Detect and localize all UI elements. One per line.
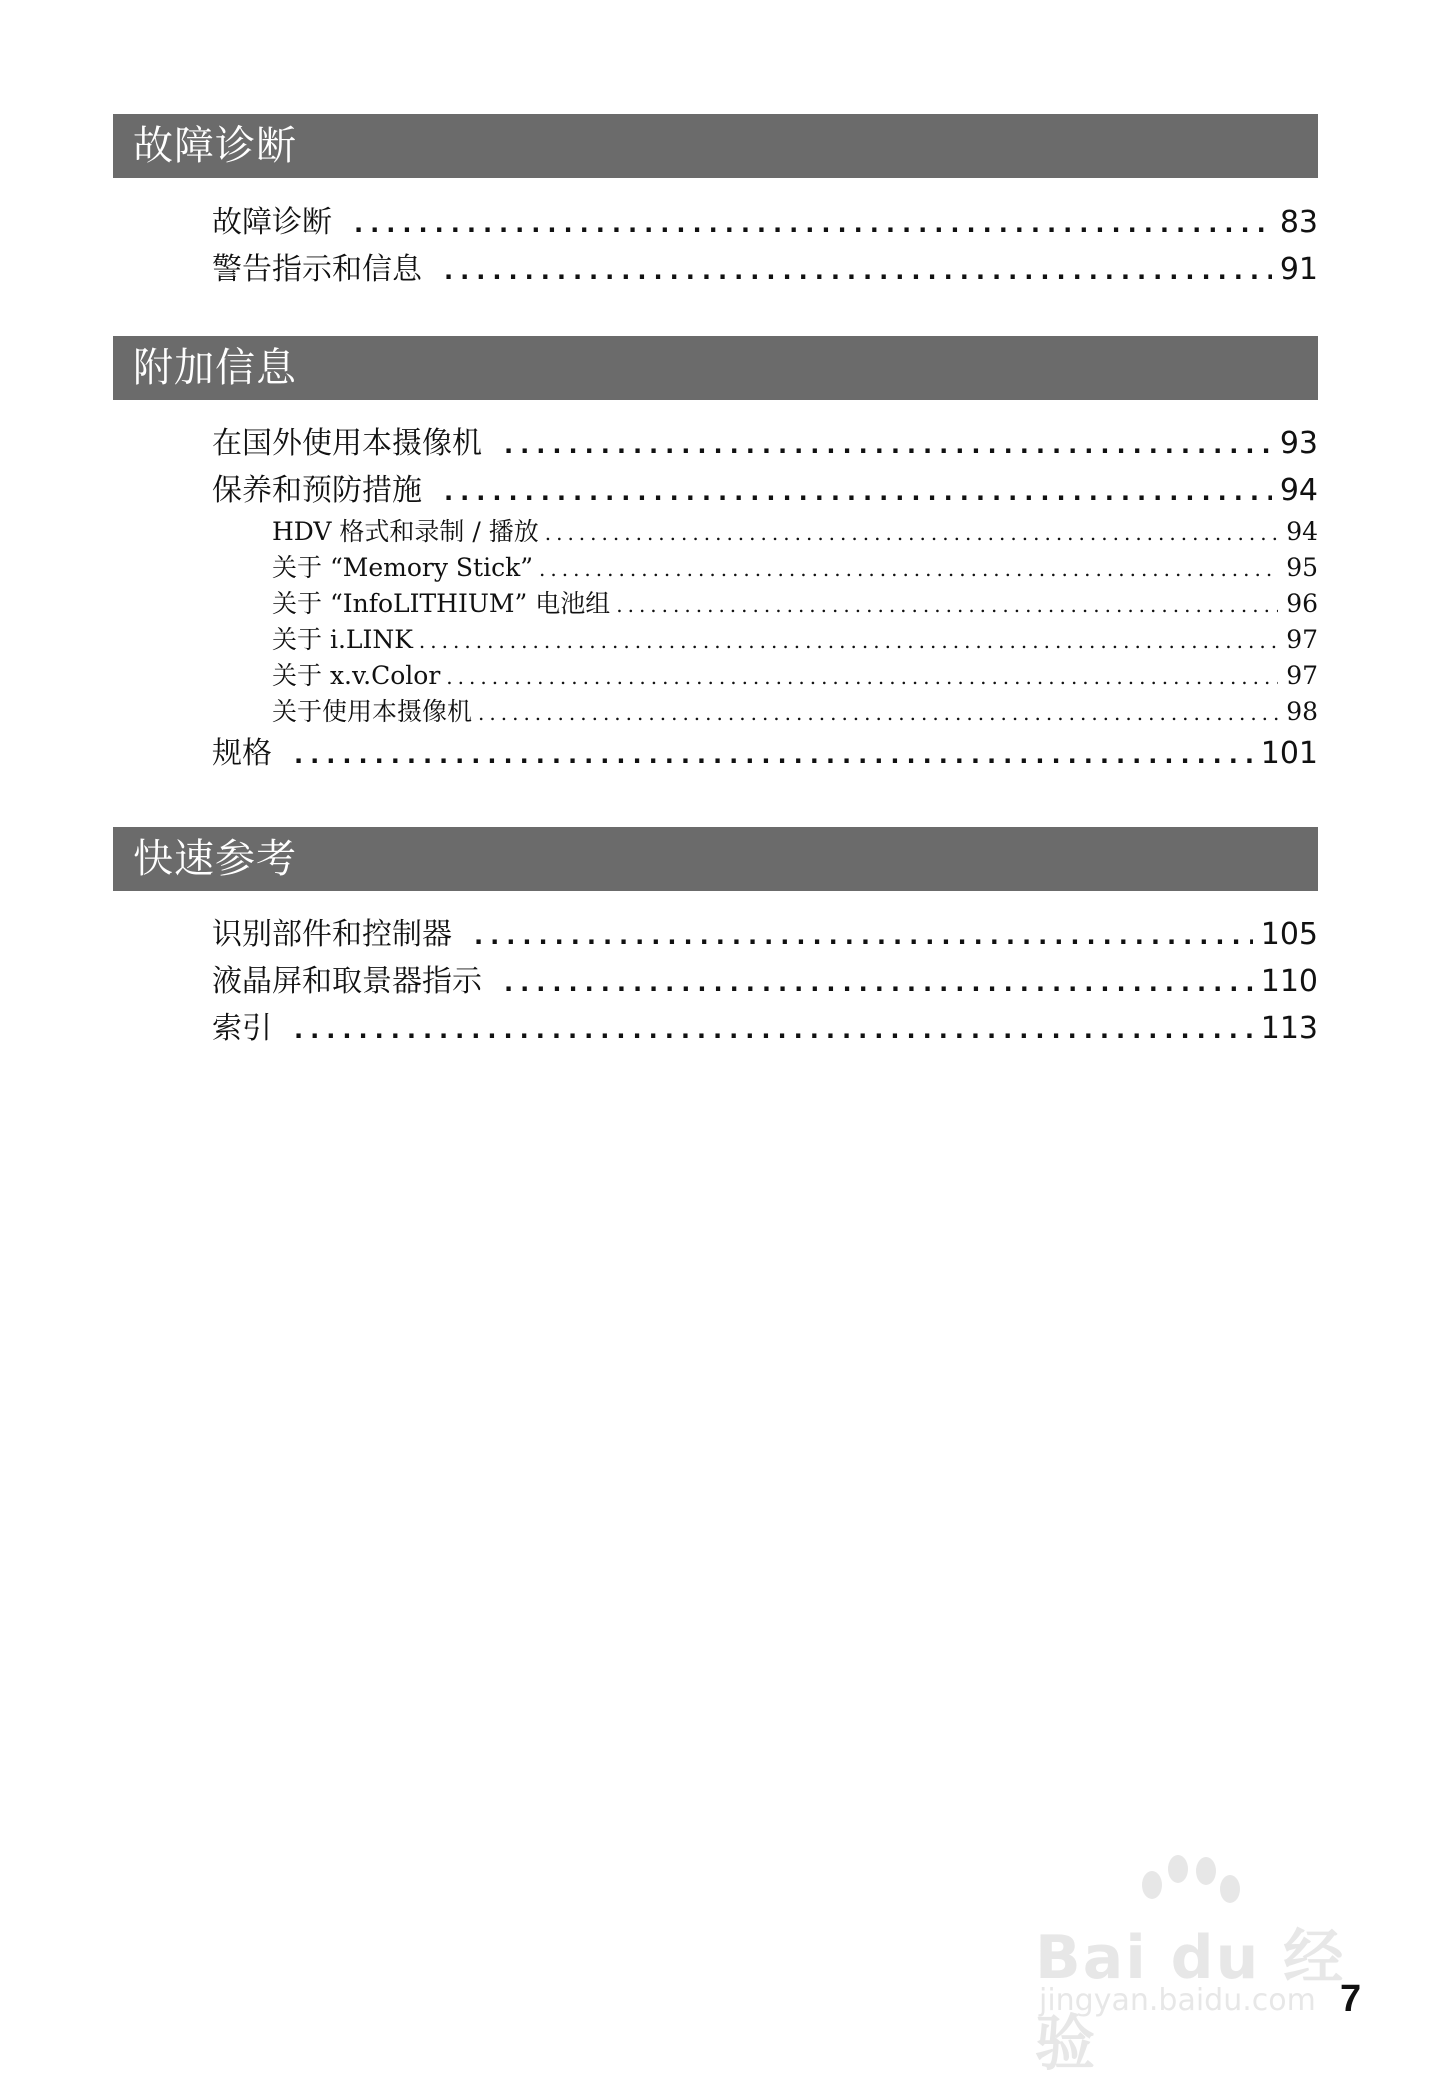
toc-entry-page: 93 [1279, 426, 1318, 461]
toc-subentry-label: HDV 格式和录制 / 播放 [272, 517, 539, 546]
toc-entry-label: 保养和预防措施 [212, 473, 422, 508]
toc-entries [113, 730, 1318, 777]
dot-leader [504, 960, 1253, 1007]
toc-subentry-page: 97 [1286, 661, 1318, 690]
toc-entry-label: 警告指示和信息 [212, 252, 422, 287]
section-additional-info [113, 336, 1318, 777]
toc-entry[interactable] [212, 958, 1318, 1005]
toc-entries [113, 178, 1318, 293]
toc-entry-page: 83 [1279, 205, 1318, 240]
toc-subentry-page: 97 [1286, 625, 1318, 654]
section-title: 附加信息 [113, 336, 1318, 400]
toc-entry[interactable] [212, 1005, 1318, 1052]
toc-entry-label: 规格 [212, 736, 272, 771]
toc-subentry[interactable] [272, 550, 1318, 586]
toc-entry[interactable] [212, 420, 1318, 467]
dot-leader [539, 551, 1278, 587]
toc-subentry-label: 关于使用本摄像机 [272, 697, 473, 726]
section-title: 快速参考 [113, 827, 1318, 891]
toc-subentry-page: 94 [1286, 517, 1318, 546]
dot-leader [474, 913, 1253, 960]
baidu-watermark [1035, 1855, 1355, 2079]
toc-subentry[interactable] [272, 586, 1318, 622]
toc-entries [113, 400, 1318, 514]
toc-subentry-label: 关于 “Memory Stick” [272, 553, 533, 582]
toc-entry-label: 识别部件和控制器 [212, 917, 452, 952]
dot-leader [545, 515, 1278, 551]
toc-entry-page: 105 [1260, 917, 1318, 952]
toc-subentry-label: 关于 x.v.Color [272, 661, 441, 690]
toc-subentries [113, 514, 1318, 730]
toc-entry-page: 91 [1279, 252, 1318, 287]
toc-subentry-page: 98 [1286, 697, 1318, 726]
toc-subentry-page: 95 [1286, 553, 1318, 582]
dot-leader [444, 469, 1272, 516]
toc-entry-label: 索引 [212, 1011, 272, 1046]
toc-entry-page: 113 [1260, 1011, 1318, 1046]
dot-leader [446, 659, 1278, 695]
toc-entry-label: 在国外使用本摄像机 [212, 426, 482, 461]
toc-entry-label: 故障诊断 [212, 205, 332, 240]
toc-entry-page: 110 [1260, 964, 1318, 999]
toc-entry[interactable] [212, 199, 1318, 246]
dot-leader [444, 248, 1272, 295]
dot-leader [478, 695, 1278, 731]
toc-entry[interactable] [212, 246, 1318, 293]
toc-subentry[interactable] [272, 514, 1318, 550]
toc-subentry-label: 关于 “InfoLITHIUM” 电池组 [272, 589, 611, 618]
toc-entry-page: 101 [1260, 736, 1318, 771]
dot-leader [294, 1007, 1253, 1054]
toc-entry[interactable] [212, 911, 1318, 958]
toc-subentry-page: 96 [1286, 589, 1318, 618]
dot-leader [294, 732, 1253, 779]
section-quick-reference [113, 827, 1318, 1052]
toc-entry-label: 液晶屏和取景器指示 [212, 964, 482, 999]
page-number: 7 [1340, 1978, 1362, 2020]
toc-subentry[interactable] [272, 694, 1318, 730]
watermark-text: Bai du 经验 [1035, 1923, 1346, 2079]
toc-entry-page: 94 [1279, 473, 1318, 508]
dot-leader [354, 201, 1272, 248]
section-title: 故障诊断 [113, 114, 1318, 178]
dot-leader [504, 422, 1272, 469]
toc-subentry-label: 关于 i.LINK [272, 625, 413, 654]
toc-entries [113, 891, 1318, 1052]
dot-leader [419, 623, 1278, 659]
watermark-url: jingyan.baidu.com [1039, 1983, 1316, 2018]
dot-leader [616, 587, 1278, 623]
section-troubleshooting [113, 114, 1318, 293]
toc-subentry[interactable] [272, 622, 1318, 658]
toc-entry[interactable] [212, 730, 1318, 777]
toc-entry[interactable] [212, 467, 1318, 514]
toc-subentry[interactable] [272, 658, 1318, 694]
